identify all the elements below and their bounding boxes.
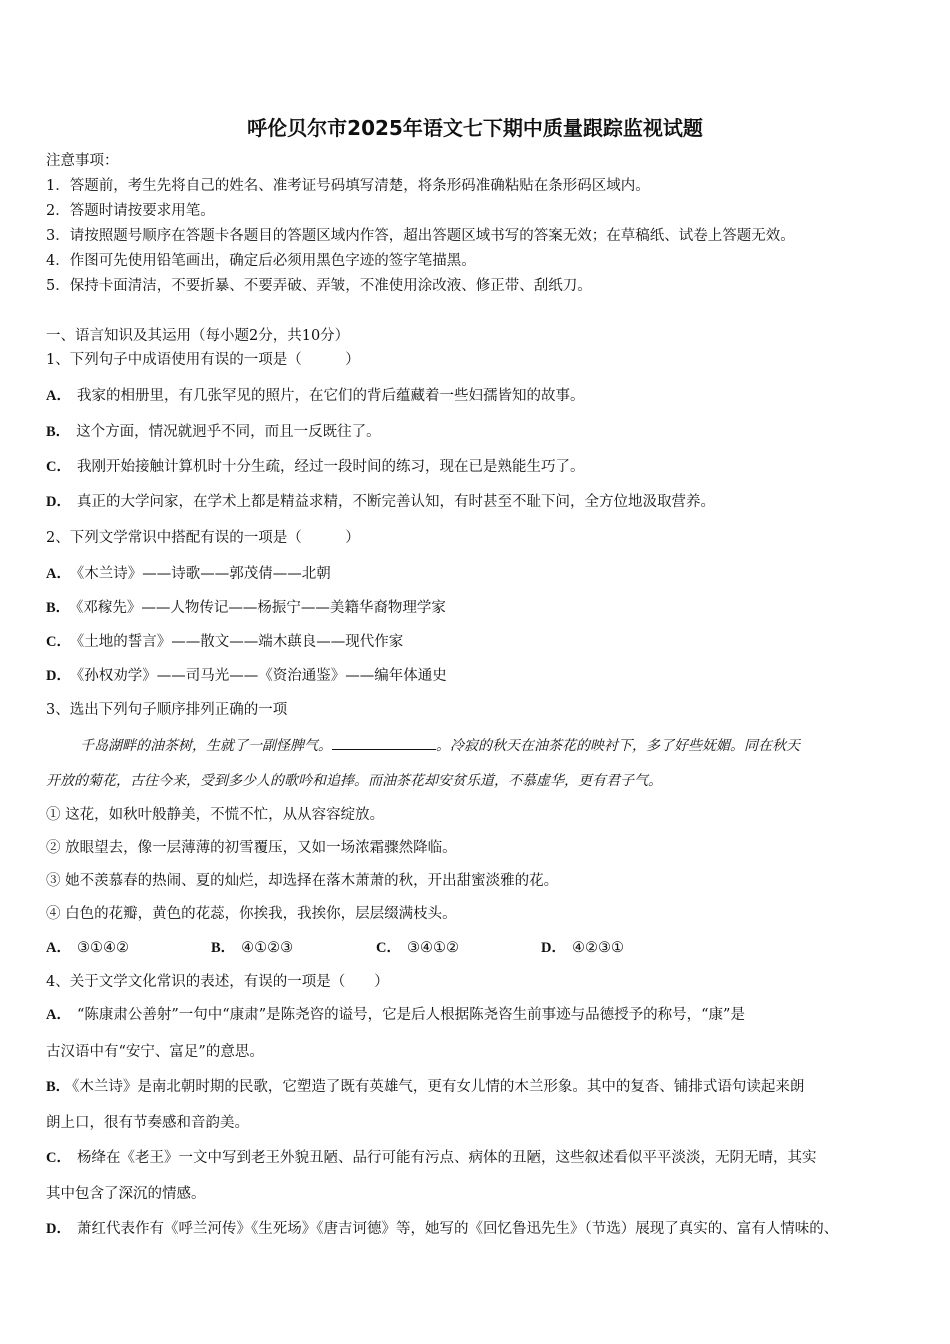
option-label: B． — [46, 424, 71, 440]
q2-option-d — [46, 666, 447, 686]
option-label: A． — [46, 940, 71, 956]
q3-sentence-4: ④ 白色的花瓣，黄色的花蕊，你挨我，我挨你，层层缀满枝头。 — [46, 906, 457, 922]
option-text: ③④①② — [406, 940, 459, 956]
option-text: ④①②③ — [241, 940, 294, 956]
question-1-stem: 1、下列句子中成语使用有误的一项是（ ） — [46, 352, 360, 368]
option-label: D． — [46, 494, 71, 510]
q4-option-c-cont: 其中包含了深沉的情感。 — [46, 1186, 206, 1202]
question-3-stem: 3、选出下列句子顺序排列正确的一项 — [46, 702, 288, 718]
notice-heading: 注意事项： — [46, 153, 119, 169]
q3-option-d — [541, 938, 706, 958]
page-title: 呼伦贝尔市2025年语文七下期中质量跟踪监视试题 — [247, 116, 703, 140]
notice-item-5: 5．保持卡面清洁，不要折暴、不要弄破、弄皱，不准使用涂改液、修正带、刮纸刀。 — [46, 278, 592, 294]
question-2-stem: 2、下列文学常识中搭配有误的一项是（ ） — [46, 530, 360, 546]
option-text: “陈康肃公善射”一句中“康肃”是陈尧咨的谥号，它是后人根据陈尧咨生前事迹与品德授予的称号，“康”是 — [76, 1007, 745, 1023]
option-text: 真正的大学问家，在学术上都是精益求精，不断完善认知，有时甚至不耻下问，全方位地汲取营养。 — [76, 494, 715, 510]
option-text: ③①④② — [76, 940, 129, 956]
passage-text: 千岛湖畔的油茶树，生就了一副怪脾气。 — [80, 738, 332, 754]
option-text: 这个方面，情况就迥乎不同，而且一反既往了。 — [76, 424, 381, 440]
q3-options — [46, 938, 706, 958]
q1-option-d — [46, 492, 715, 512]
option-label: D． — [541, 940, 566, 956]
notice-item-3: 3．请按照题号顺序在答题卡各题目的答题区域内作答，超出答题区域书写的答案无效；在草稿纸、试卷上答题无效。 — [46, 228, 795, 244]
q2-option-a — [46, 564, 331, 584]
option-text: 《孙权劝学》——司马光——《资治通鉴》——编年体通史 — [76, 668, 447, 684]
notice-item-2: 2．答题时请按要求用笔。 — [46, 203, 215, 219]
option-text: 杨绛在《老王》一文中写到老王外貌丑陋、品行可能有污点、病体的丑陋，这些叙述看似平平淡淡，无阴无晴，其实 — [76, 1150, 817, 1166]
option-label: B． — [46, 1079, 71, 1095]
option-text: 《土地的誓言》——散文——端木蕻良——现代作家 — [76, 634, 404, 650]
fill-blank — [332, 735, 436, 750]
option-label: A． — [46, 1007, 71, 1023]
q3-sentence-3: ③ 她不羡慕春的热闹、夏的灿烂，却选择在落木萧萧的秋，开出甜蜜淡雅的花。 — [46, 873, 559, 889]
q4-option-d — [46, 1219, 838, 1239]
option-label: C． — [376, 940, 401, 956]
q3-option-c — [376, 938, 541, 958]
q3-option-a — [46, 938, 211, 958]
option-label: D． — [46, 668, 71, 684]
q3-sentence-1: ① 这花，如秋叶般静美，不慌不忙，从从容容绽放。 — [46, 807, 385, 823]
option-text: 萧红代表作有《呼兰河传》《生死场》《唐吉诃德》等，她写的《回忆鲁迅先生》（节选）展现了真实的、富有人情味的、 — [76, 1221, 839, 1237]
option-text: 《木兰诗》——诗歌——郭茂倩——北朝 — [76, 566, 331, 582]
option-label: C． — [46, 634, 71, 650]
q4-option-b-cont: 朗上口，很有节奏感和音韵美。 — [46, 1115, 249, 1131]
option-label: D． — [46, 1221, 71, 1237]
option-label: A． — [46, 388, 71, 404]
q1-option-c — [46, 457, 584, 477]
option-label: C． — [46, 459, 71, 475]
q1-option-a — [46, 386, 584, 406]
option-label: B． — [46, 600, 71, 616]
option-label: B． — [211, 940, 236, 956]
option-text: 《木兰诗》是南北朝时期的民歌，它塑造了既有英雄气，更有女儿情的木兰形象。其中的复沓、铺排式语句读起来朗 — [72, 1079, 805, 1095]
option-label: A． — [46, 566, 71, 582]
q2-option-b — [46, 598, 446, 618]
q4-option-b — [46, 1077, 804, 1097]
option-text: 《邓稼先》——人物传记——杨振宁——美籍华裔物理学家 — [76, 600, 446, 616]
q4-option-c — [46, 1148, 816, 1168]
q3-passage-line-1 — [80, 735, 800, 756]
q3-passage-line-2: 开放的菊花，古往今来，受到多少人的歌吟和追捧。而油茶花却安贫乐道，不慕虚华，更有君子气。 — [46, 773, 662, 789]
section-heading: 一、语言知识及其运用（每小题2分，共10分） — [46, 328, 350, 344]
q1-option-b — [46, 422, 381, 442]
q3-option-b — [211, 938, 376, 958]
option-text: ④②③① — [571, 940, 624, 956]
question-4-stem: 4、关于文学文化常识的表述，有误的一项是（ ） — [46, 974, 389, 990]
notice-item-1: 1．答题前，考生先将自己的姓名、准考证号码填写清楚，将条形码准确粘贴在条形码区域内。 — [46, 178, 650, 194]
q3-sentence-2: ② 放眼望去，像一层薄薄的初雪覆压，又如一场浓霜骤然降临。 — [46, 840, 457, 856]
q4-option-a-cont: 古汉语中有“安宁、富足”的意思。 — [46, 1044, 264, 1060]
option-text: 我刚开始接触计算机时十分生疏，经过一段时间的练习，现在已是熟能生巧了。 — [76, 459, 585, 475]
option-text: 我家的相册里，有几张罕见的照片，在它们的背后蕴藏着一些妇孺皆知的故事。 — [76, 388, 585, 404]
q4-option-a — [46, 1005, 745, 1025]
option-label: C． — [46, 1150, 71, 1166]
passage-text: 。冷寂的秋天在油茶花的映衬下，多了好些妩媚。同在秋天 — [436, 738, 800, 754]
notice-item-4: 4．作图可先使用铅笔画出，确定后必须用黑色字迹的签字笔描黑。 — [46, 253, 476, 269]
q2-option-c — [46, 632, 403, 652]
